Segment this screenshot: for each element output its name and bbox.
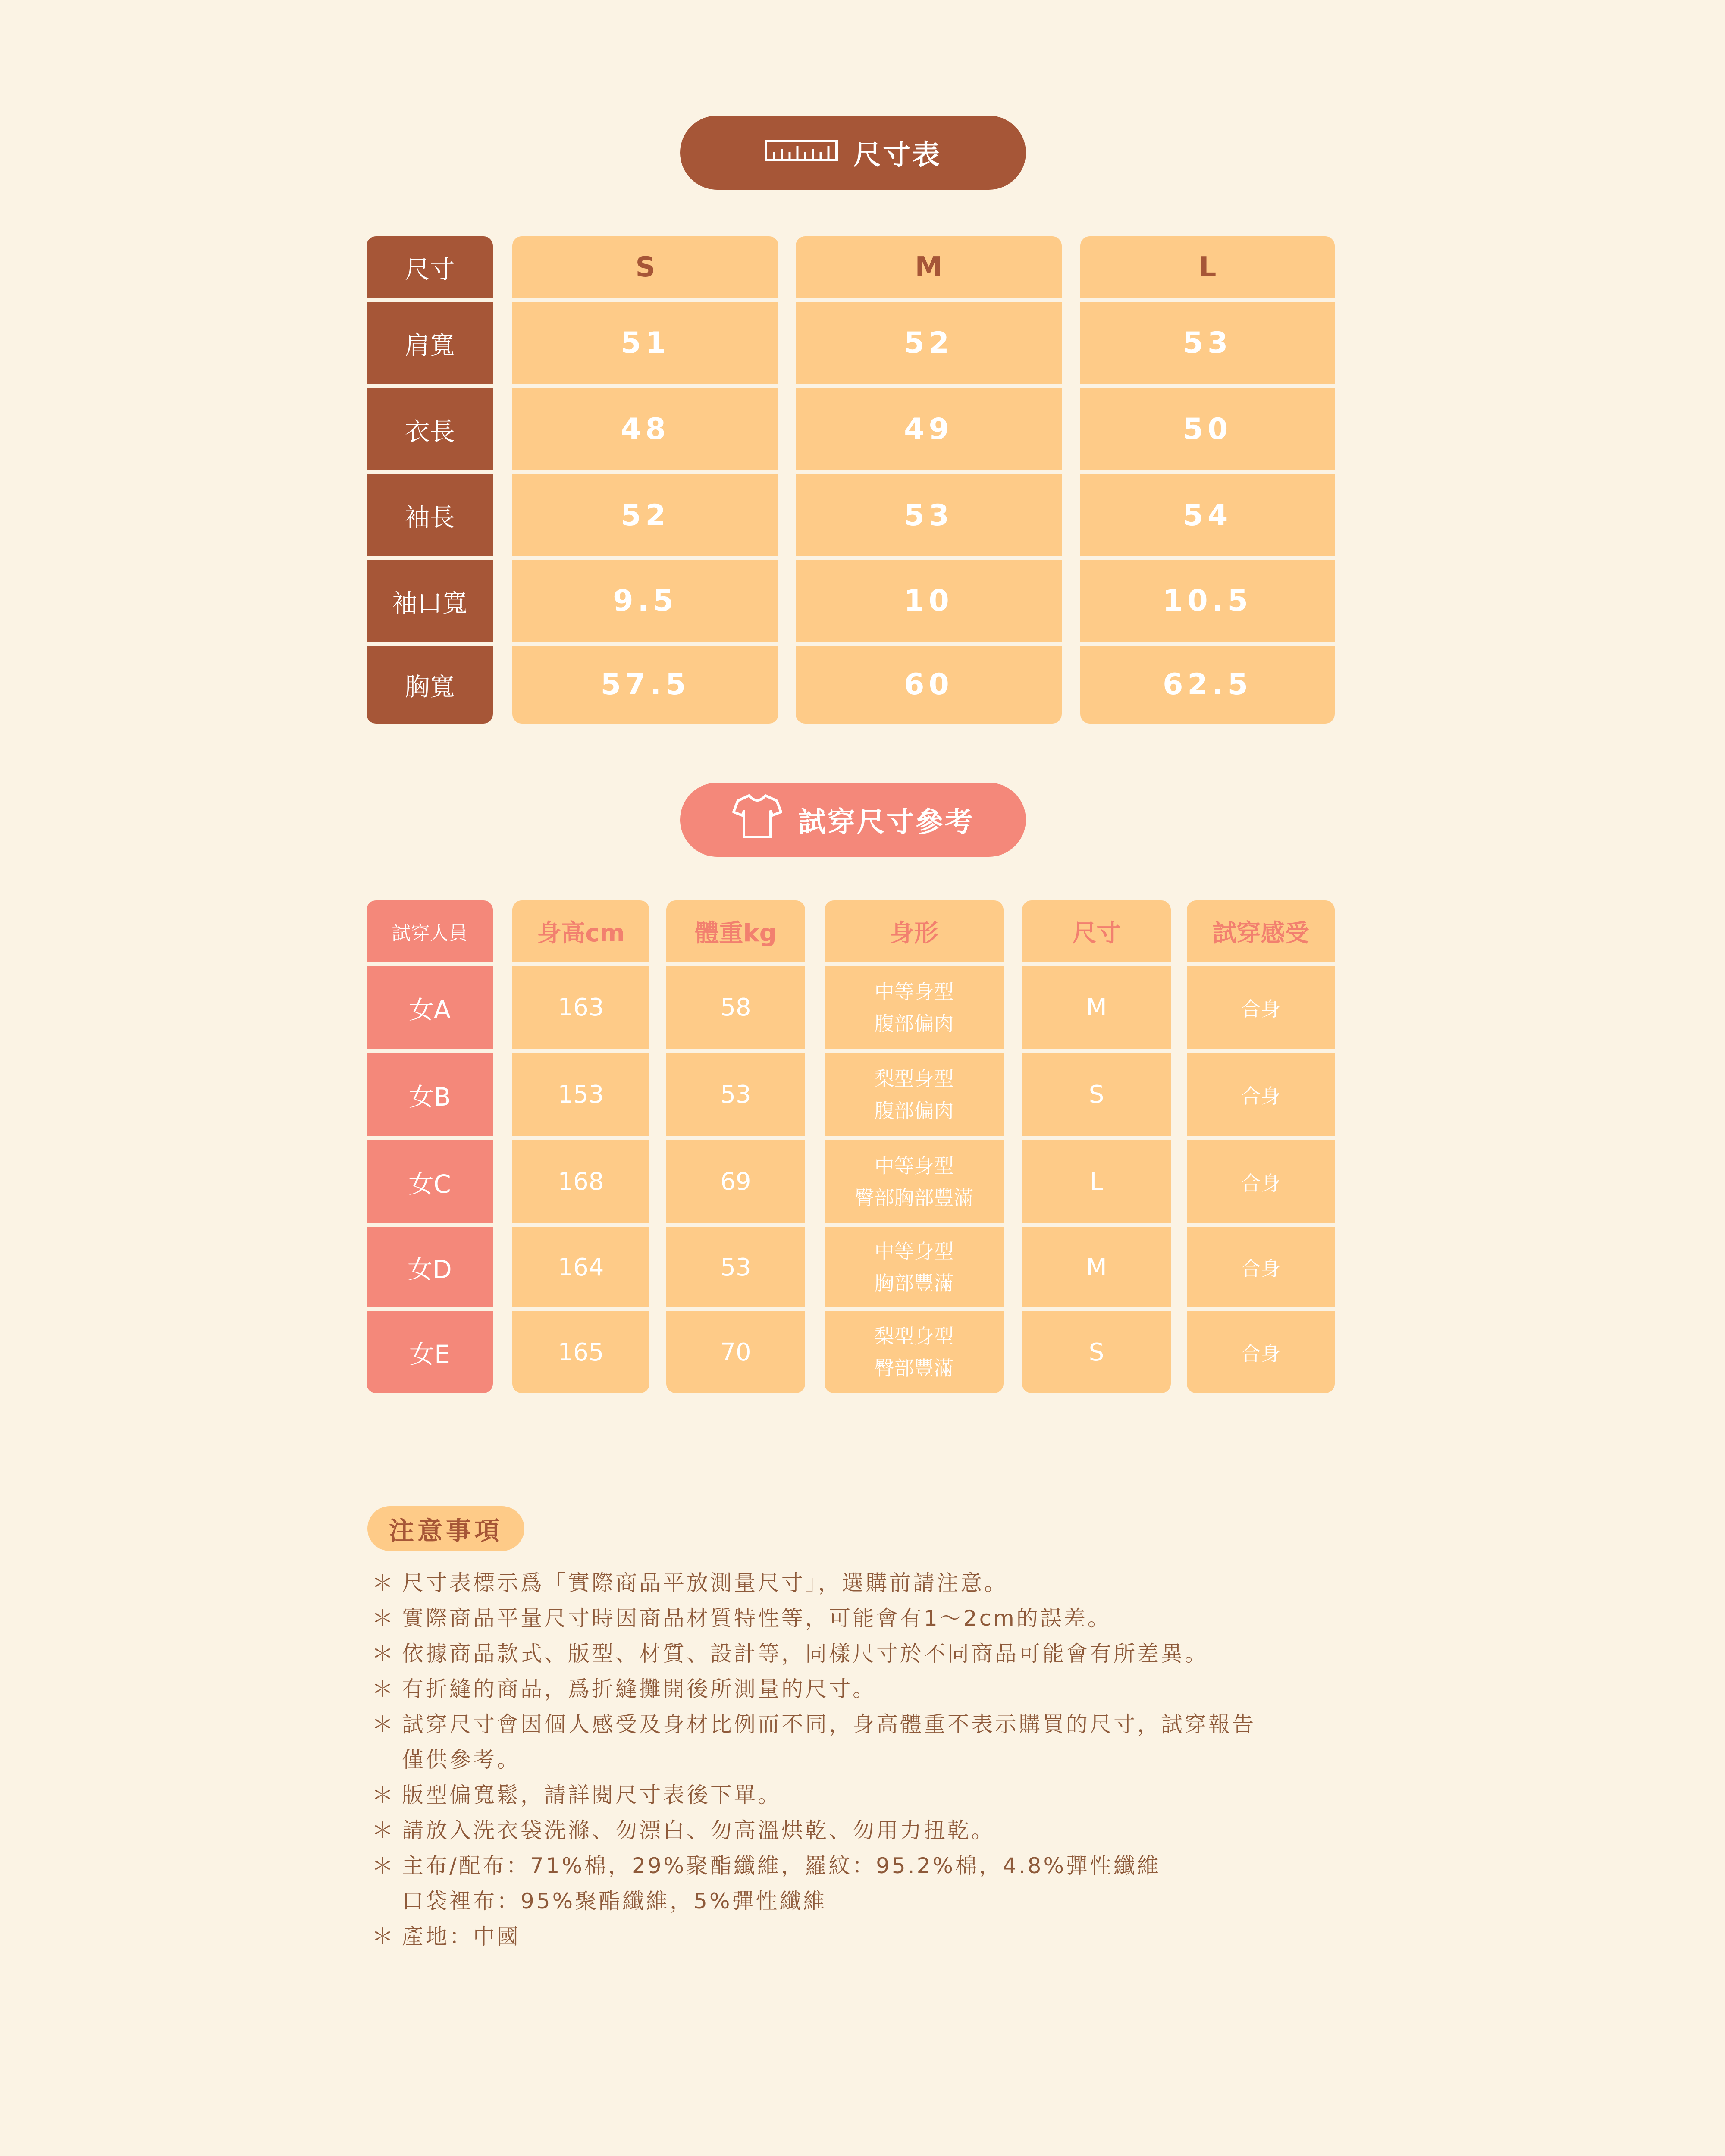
person-label: 女C — [408, 1169, 451, 1199]
row-divider — [362, 1223, 1350, 1227]
person-label: 女A — [408, 995, 451, 1025]
height-cell: 153 — [558, 1081, 604, 1109]
person-label: 女D — [408, 1255, 452, 1284]
shape-line: 腹部偏肉 — [874, 1012, 954, 1035]
asterisk-icon: ＊ — [372, 1818, 395, 1843]
asterisk-icon: ＊ — [372, 1570, 395, 1595]
table-cell: 48 — [621, 412, 670, 446]
size-cell: L — [1089, 1168, 1104, 1196]
table-cell: 54 — [1182, 498, 1233, 533]
row-divider — [362, 1307, 1350, 1311]
feel-cell: 合身 — [1241, 1342, 1281, 1365]
shape-cell — [825, 966, 1004, 1049]
asterisk-icon: ＊ — [372, 1641, 395, 1666]
size-header-l: L — [1198, 251, 1217, 283]
header-weight: 體重kg — [695, 919, 777, 947]
shape-line: 中等身型 — [874, 1240, 954, 1263]
shape-line: 梨型身型 — [874, 1325, 954, 1348]
table-cell: 53 — [904, 498, 953, 533]
size-chart-title-pill — [680, 116, 1026, 190]
table-cell: 10 — [904, 584, 953, 618]
note-line: ＊ 依據商品款式、版型、材質、設計等，同樣尺寸於不同商品可能會有所差異。 — [372, 1636, 1364, 1671]
size-header-s: S — [635, 251, 656, 283]
size-cell: S — [1088, 1338, 1104, 1366]
shape-line: 胸部豐滿 — [874, 1272, 954, 1295]
weight-cell: 69 — [720, 1168, 751, 1196]
row-divider — [362, 962, 1350, 966]
feel-cell: 合身 — [1241, 1171, 1281, 1195]
note-line: ＊ 請放入洗衣袋洗滌、勿漂白、勿高溫烘乾、勿用力扭乾。 — [372, 1813, 1364, 1848]
shape-line: 臀部豐滿 — [874, 1357, 954, 1380]
table-cell: 9.5 — [613, 584, 678, 618]
notes-title: 注意事項 — [389, 1516, 503, 1545]
shape-line: 臀部胸部豐滿 — [854, 1186, 974, 1210]
table-cell: 52 — [621, 498, 670, 533]
height-cell: 163 — [558, 993, 604, 1022]
table-cell: 57.5 — [600, 667, 690, 702]
table-cell: 60 — [904, 667, 953, 702]
height-cell: 168 — [558, 1168, 604, 1196]
asterisk-icon: ＊ — [372, 1606, 395, 1631]
header-shape: 身形 — [890, 919, 938, 947]
note-line: ＊ 產地：中國 — [372, 1919, 1364, 1954]
row-divider — [362, 1049, 1350, 1053]
asterisk-icon: ＊ — [372, 1712, 395, 1737]
feel-cell: 合身 — [1241, 1084, 1281, 1108]
note-line: ＊ 主布/配布：71%棉，29%聚酯纖維，羅紋：95.2%棉，4.8%彈性纖維 — [372, 1848, 1364, 1883]
weight-cell: 58 — [720, 993, 751, 1022]
note-line-continued: 口袋裡布：95%聚酯纖維，5%彈性纖維 — [402, 1889, 827, 1914]
table-cell: 53 — [1182, 326, 1233, 360]
header-height: 身高cm — [537, 919, 625, 947]
asterisk-icon: ＊ — [372, 1853, 395, 1878]
size-chart-title: 尺寸表 — [853, 139, 941, 171]
size-cell: M — [1086, 993, 1107, 1022]
shape-cell — [825, 1053, 1004, 1136]
table-cell: 52 — [904, 326, 953, 360]
fit-reference-title-pill — [680, 783, 1026, 857]
ruler-icon — [765, 137, 853, 169]
notes-list — [372, 1565, 1364, 1954]
row-divider — [362, 470, 1350, 474]
size-header-m: M — [915, 251, 943, 283]
row-label-length: 衣長 — [405, 417, 455, 446]
row-divider — [362, 642, 1350, 646]
note-line: ＊ 試穿尺寸會因個人感受及身材比例而不同，身高體重不表示購買的尺寸，試穿報告 — [372, 1707, 1364, 1742]
row-divider — [362, 556, 1350, 560]
table-cell: 49 — [904, 412, 953, 446]
row-label-shoulder: 肩寬 — [405, 330, 455, 360]
person-label: 女B — [408, 1082, 451, 1112]
header-size: 尺寸 — [1072, 919, 1121, 947]
row-label-cuff: 袖口寬 — [392, 588, 467, 618]
notes-title-badge — [367, 1506, 524, 1551]
asterisk-icon: ＊ — [372, 1783, 395, 1808]
tshirt-icon — [732, 793, 798, 846]
row-label-chest: 胸寬 — [405, 672, 455, 702]
shape-cell — [825, 1311, 1004, 1393]
size-header-label: 尺寸 — [405, 254, 455, 284]
shape-line: 梨型身型 — [874, 1067, 954, 1091]
row-divider — [362, 384, 1350, 388]
shape-line: 腹部偏肉 — [874, 1099, 954, 1122]
weight-cell: 70 — [720, 1338, 751, 1366]
weight-cell: 53 — [720, 1081, 751, 1109]
table-cell: 51 — [621, 326, 670, 360]
note-line: ＊ 版型偏寬鬆，請詳閱尺寸表後下單。 — [372, 1777, 1364, 1813]
shape-line: 中等身型 — [874, 980, 954, 1003]
header-feel: 試穿感受 — [1212, 919, 1309, 947]
size-cell: M — [1086, 1253, 1107, 1282]
height-cell: 164 — [558, 1253, 604, 1282]
row-divider — [362, 1136, 1350, 1140]
feel-cell: 合身 — [1241, 1257, 1281, 1280]
row-divider — [362, 298, 1350, 302]
asterisk-icon: ＊ — [372, 1677, 395, 1702]
size-cell: S — [1088, 1081, 1104, 1109]
table-cell: 50 — [1182, 412, 1233, 446]
note-line-continued: 僅供參考。 — [402, 1747, 521, 1772]
fit-reference-title: 試穿尺寸參考 — [798, 806, 974, 838]
shape-cell — [825, 1140, 1004, 1223]
weight-cell: 53 — [720, 1253, 751, 1282]
asterisk-icon: ＊ — [372, 1924, 395, 1949]
header-person: 試穿人員 — [392, 922, 468, 944]
table-cell: 10.5 — [1163, 584, 1252, 618]
height-cell: 165 — [558, 1338, 604, 1366]
note-line: ＊ 有折縫的商品，爲折縫攤開後所測量的尺寸。 — [372, 1671, 1364, 1707]
table-cell: 62.5 — [1163, 667, 1252, 702]
note-line: ＊ 尺寸表標示爲「實際商品平放測量尺寸」，選購前請注意。 — [372, 1565, 1364, 1601]
feel-cell: 合身 — [1241, 997, 1281, 1021]
shape-line: 中等身型 — [874, 1154, 954, 1178]
row-label-sleeve: 袖長 — [405, 503, 455, 532]
shape-cell — [825, 1227, 1004, 1307]
note-line: ＊ 實際商品平量尺寸時因商品材質特性等，可能會有1～2cm的誤差。 — [372, 1601, 1364, 1636]
person-label: 女E — [409, 1340, 450, 1369]
